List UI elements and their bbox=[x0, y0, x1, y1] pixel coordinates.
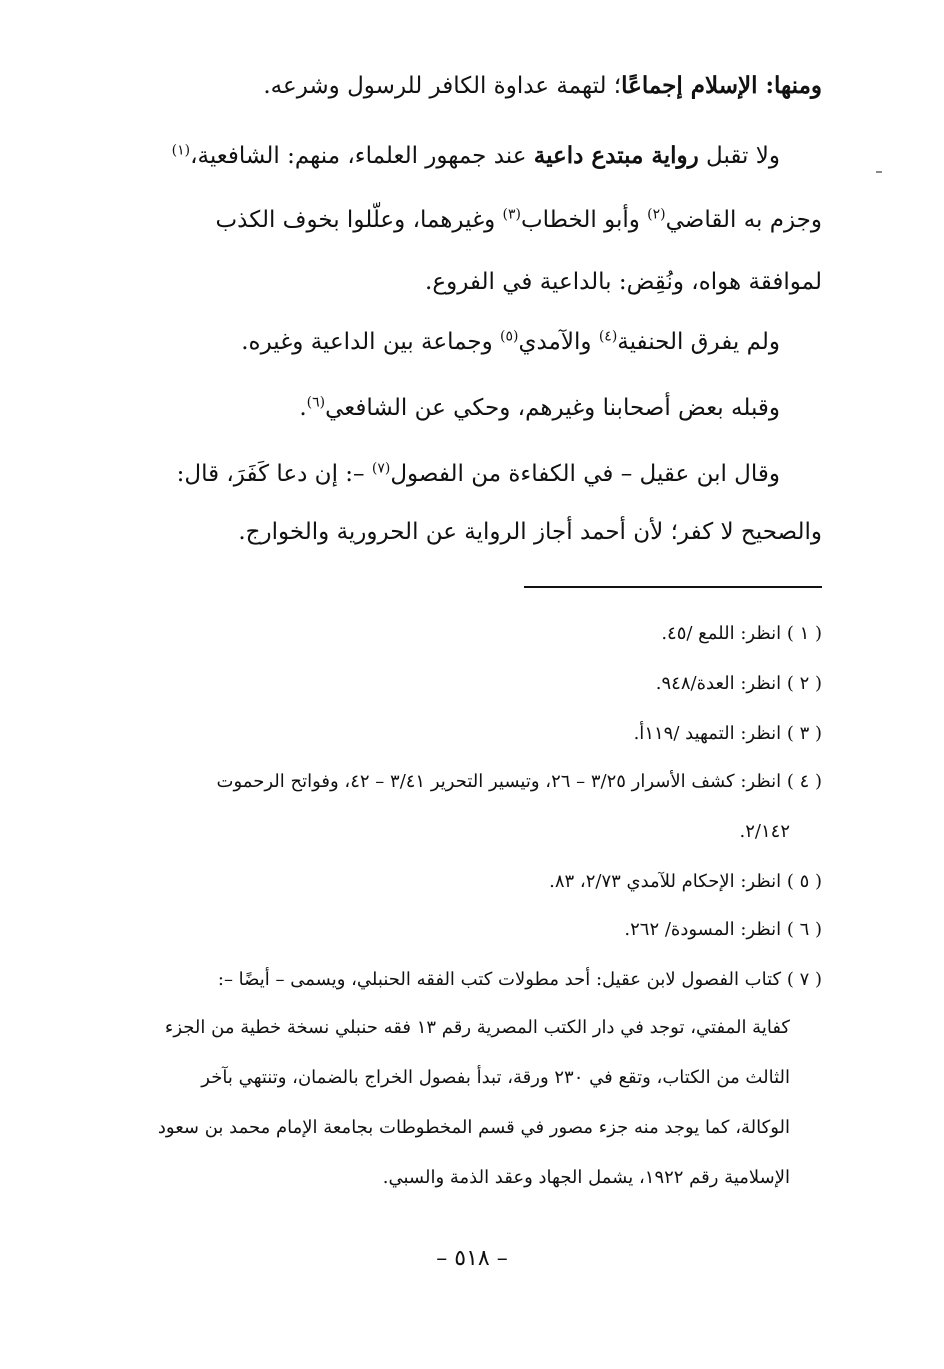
footnote-2: ( ٢ ) انظر: العدة/٩٤٨. bbox=[655, 673, 822, 694]
bold-term-islam: ومنها: الإسلام إجماعًا bbox=[621, 72, 822, 99]
footnote-ref-4[interactable]: (٤) bbox=[598, 328, 618, 345]
footnote-divider bbox=[524, 586, 822, 588]
footnote-7-line-3: الثالث من الكتاب، وتقع في ٢٣٠ ورقة، تبدأ بفصول الخراج بالضمان، وتنتهي بآخر bbox=[201, 1067, 790, 1088]
footnote-7-line-2: كفاية المفتي، توجد في دار الكتب المصرية رقم ١٣ فقه حنبلي نسخة خطية من الجزء bbox=[164, 1017, 790, 1038]
paragraph-innovator-line-1: ولا تقبل رواية مبتدع داعية عند جمهور العلماء، منهم: الشافعية،$^{(١)}$ bbox=[171, 142, 780, 169]
paragraph-islam: ومنها: الإسلام إجماعًا؛ لتهمة عداوة الكافر للرسول وشرعه. bbox=[263, 72, 822, 99]
footnote-7-line-5: الإسلامية رقم ١٩٢٢، يشمل الجهاد وعقد الذمة والسبي. bbox=[382, 1167, 790, 1188]
paragraph-innovator-line-2: وجزم به القاضي$^{(٢)}$ وأبو الخطاب$^{(٣)}$ وغيرهما، وعلّلوا بخوف الكذب bbox=[215, 206, 822, 233]
paragraph-accepted: وقبله بعض أصحابنا وغيرهم، وحكي عن الشافعي$^{(٦)}$. bbox=[299, 394, 780, 421]
footnote-ref-7[interactable]: (٧) bbox=[371, 460, 391, 477]
footnote-7-line-4: الوكالة، كما يوجد منه جزء مصور في قسم المخطوطات بجامعة الإمام محمد بن سعود bbox=[157, 1117, 790, 1138]
footnote-ref-6[interactable]: (٦) bbox=[306, 394, 326, 411]
footnote-5: ( ٥ ) انظر: الإحكام للآمدي ٢/٧٣، ٨٣. bbox=[549, 871, 822, 892]
paragraph-innovator-line-3: لموافقة هواه، ونُقِض: بالداعية في الفروع. bbox=[425, 269, 822, 295]
paragraph-hanafiyya: ولم يفرق الحنفية$^{(٤)}$ والآمدي$^{(٥)}$ وجماعة بين الداعية وغيره. bbox=[241, 328, 780, 355]
footnote-6: ( ٦ ) انظر: المسودة/ ٢٦٢. bbox=[624, 919, 822, 940]
footnote-ref-3[interactable]: (٣) bbox=[502, 206, 521, 223]
footnote-4-continued: ٢/١٤٢. bbox=[739, 821, 790, 842]
paragraph-ibn-aqil-line-2: والصحيح لا كفر؛ لأن أحمد أجاز الرواية عن الحرورية والخوارج. bbox=[238, 519, 822, 545]
footnote-ref-1[interactable]: (١) bbox=[171, 142, 191, 159]
footnote-1: ( ١ ) انظر: اللمع /٤٥. bbox=[661, 623, 822, 644]
bold-term-innovator: رواية مبتدع داعية bbox=[533, 142, 699, 169]
margin-mark bbox=[876, 171, 882, 173]
footnote-4: ( ٤ ) انظر: كشف الأسرار ٣/٢٥ – ٢٦، وتيسير التحرير ٣/٤١ – ٤٢، وفواتح الرحموت bbox=[216, 771, 822, 792]
footnote-ref-2[interactable]: (٢) bbox=[647, 206, 666, 223]
paragraph-ibn-aqil-line-1: وقال ابن عقيل – في الكفاءة من الفصول$^{(٧)}$ –: إن دعا كَفَرَ، قال: bbox=[176, 460, 780, 487]
footnote-7: ( ٧ ) كتاب الفصول لابن عقيل: أحد مطولات كتب الفقه الحنبلي، ويسمى – أيضًا –: bbox=[217, 969, 822, 990]
page-number: – ٥١٨ – bbox=[436, 1246, 508, 1271]
footnote-3: ( ٣ ) انظر: التمهيد /١١٩أ. bbox=[633, 723, 822, 744]
footnote-ref-5[interactable]: (٥) bbox=[500, 328, 519, 345]
